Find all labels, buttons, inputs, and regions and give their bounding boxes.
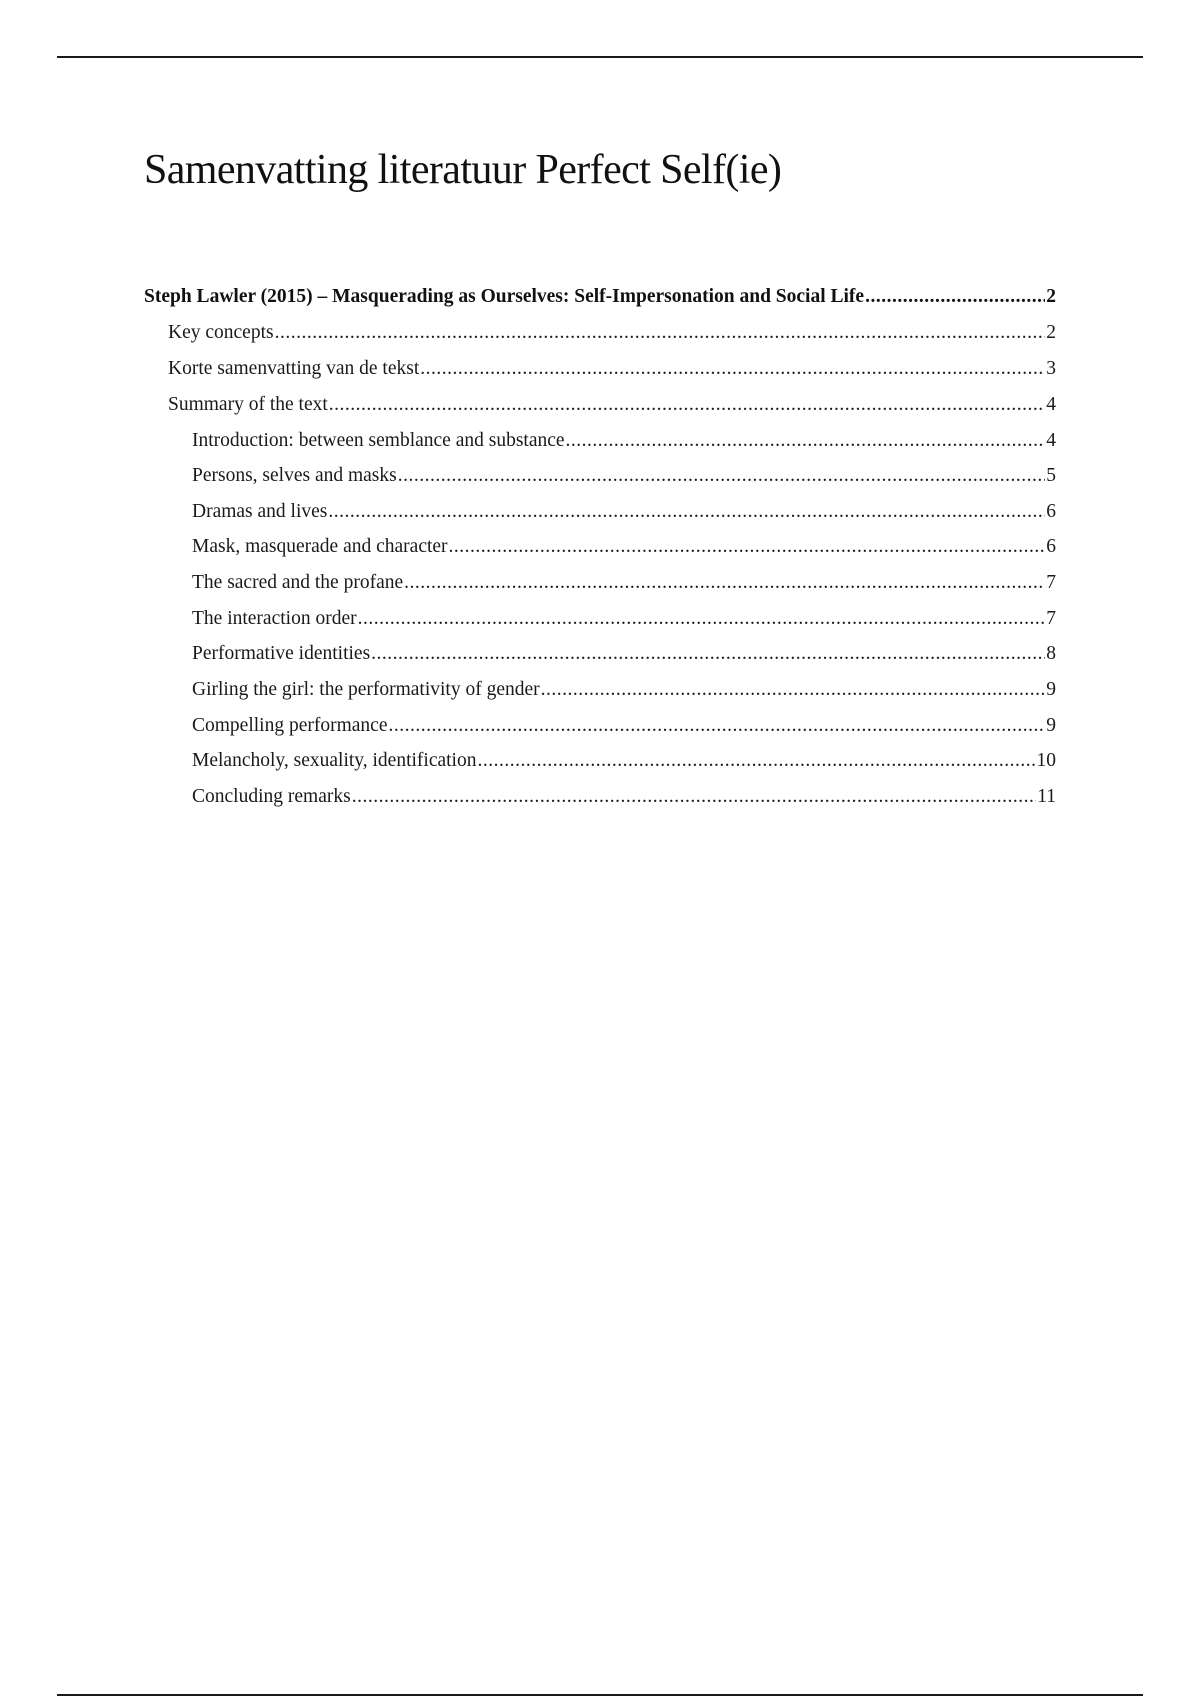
toc-entry-girling-the-girl[interactable] bbox=[192, 675, 1056, 705]
toc-page-number: 9 bbox=[1046, 715, 1056, 736]
toc-leader-dots bbox=[420, 354, 1045, 384]
toc-page-number: 7 bbox=[1046, 608, 1056, 629]
toc-entry-label: Key concepts bbox=[168, 322, 274, 343]
toc-entry-concluding-remarks[interactable] bbox=[192, 782, 1056, 812]
toc-entry-melancholy[interactable] bbox=[192, 746, 1056, 776]
toc-entry-label: Performative identities bbox=[192, 643, 371, 664]
toc-leader-dots bbox=[566, 426, 1046, 456]
toc-entry-label: Melancholy, sexuality, identification bbox=[192, 750, 477, 771]
toc-leader-dots bbox=[404, 568, 1045, 598]
toc-page-number: 4 bbox=[1046, 394, 1056, 415]
toc-entry-interaction-order[interactable] bbox=[192, 604, 1056, 634]
toc-page-number: 2 bbox=[1046, 322, 1056, 343]
toc-leader-dots bbox=[329, 390, 1045, 420]
toc-entry-label: The sacred and the profane bbox=[192, 572, 404, 593]
toc-leader-dots bbox=[275, 318, 1046, 348]
toc-page-number: 3 bbox=[1046, 358, 1056, 379]
toc-entry-label: Mask, masquerade and character bbox=[192, 536, 448, 557]
toc-entry-label: Concluding remarks bbox=[192, 786, 351, 807]
toc-entry-label: Persons, selves and masks bbox=[192, 465, 397, 486]
toc-leader-dots bbox=[477, 746, 1035, 776]
toc-page-number: 6 bbox=[1046, 536, 1056, 557]
toc-page-number: 9 bbox=[1046, 679, 1056, 700]
toc-entry-korte-samenvatting[interactable] bbox=[168, 354, 1056, 384]
toc-entry-label: Dramas and lives bbox=[192, 501, 328, 522]
toc-entry-compelling-performance[interactable] bbox=[192, 711, 1056, 741]
toc-entry-label: Steph Lawler (2015) – Masquerading as Ourselves: Self-Impersonation and Social Life bbox=[144, 286, 865, 307]
toc-entry-label: Introduction: between semblance and substance bbox=[192, 430, 565, 451]
footer-rule bbox=[57, 1694, 1143, 1696]
toc-entry-introduction[interactable] bbox=[192, 426, 1056, 456]
toc-entry-dramas-and-lives[interactable] bbox=[192, 497, 1056, 527]
toc-entry-performative-identities[interactable] bbox=[192, 639, 1056, 669]
toc-entry-label: Compelling performance bbox=[192, 715, 388, 736]
toc-entry-lawler-2015[interactable] bbox=[144, 282, 1056, 312]
toc-entry-key-concepts[interactable] bbox=[168, 318, 1056, 348]
toc-entry-persons-selves-masks[interactable] bbox=[192, 461, 1056, 491]
toc-entry-label: Summary of the text bbox=[168, 394, 328, 415]
toc-leader-dots bbox=[358, 604, 1046, 634]
toc-entry-label: The interaction order bbox=[192, 608, 357, 629]
toc-entry-label: Girling the girl: the performativity of gender bbox=[192, 679, 540, 700]
toc-page-number: 2 bbox=[1046, 286, 1056, 307]
toc-leader-dots bbox=[865, 282, 1045, 312]
toc-leader-dots bbox=[328, 497, 1045, 527]
toc-entry-label: Korte samenvatting van de tekst bbox=[168, 358, 420, 379]
toc-leader-dots bbox=[388, 711, 1045, 741]
toc-leader-dots bbox=[371, 639, 1045, 669]
toc-page-number: 11 bbox=[1037, 786, 1056, 807]
toc-page-number: 4 bbox=[1046, 430, 1056, 451]
toc-entry-summary-of-the-text[interactable] bbox=[168, 390, 1056, 420]
toc-page-number: 8 bbox=[1046, 643, 1056, 664]
toc-page-number: 7 bbox=[1046, 572, 1056, 593]
toc-entry-mask-masquerade-character[interactable] bbox=[192, 532, 1056, 562]
toc-page-number: 10 bbox=[1036, 750, 1056, 771]
toc-leader-dots bbox=[352, 782, 1037, 812]
document-title: Samenvatting literatuur Perfect Self(ie) bbox=[144, 147, 782, 193]
toc-page-number: 6 bbox=[1046, 501, 1056, 522]
toc-page-number: 5 bbox=[1046, 465, 1056, 486]
toc-leader-dots bbox=[398, 461, 1046, 491]
toc-leader-dots bbox=[541, 675, 1046, 705]
toc-leader-dots bbox=[449, 532, 1046, 562]
toc-entry-sacred-and-profane[interactable] bbox=[192, 568, 1056, 598]
